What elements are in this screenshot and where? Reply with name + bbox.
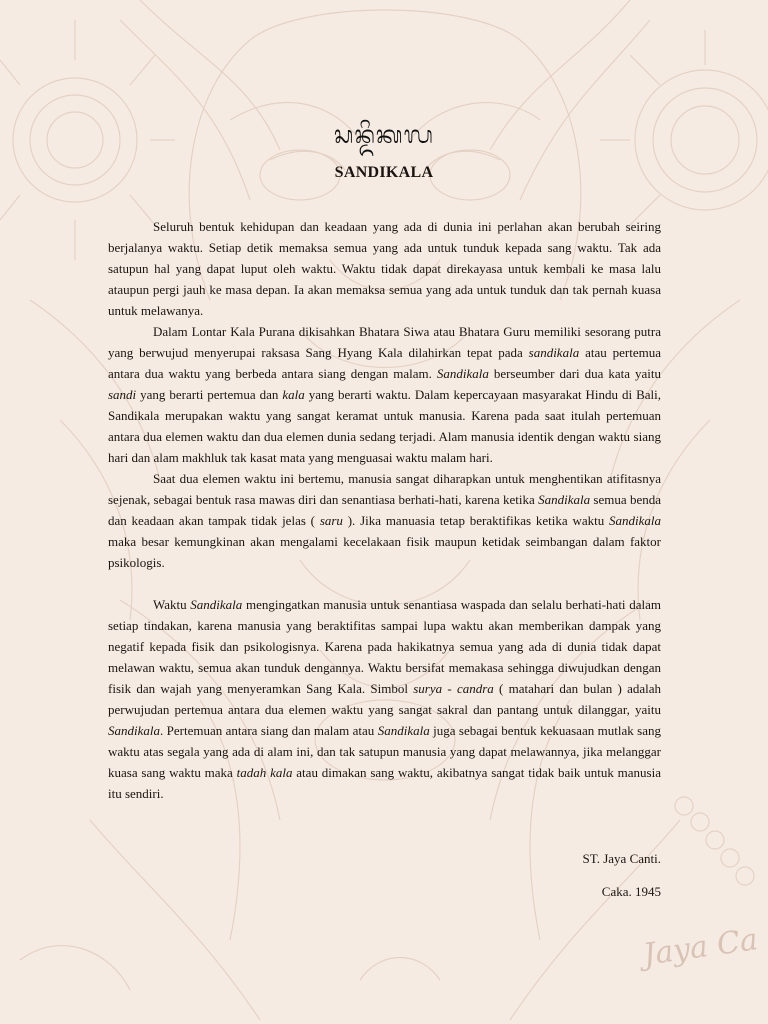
paragraph	[108, 321, 661, 468]
text-run: juga sebagai bentuk kekuasaan mutlak sang waktu atas segala yang ada di alam ini, dan tak satupun manusia yang dapat melawannya, jika melanggar kuasa sang waktu maka	[108, 723, 661, 780]
italic-term: Sandikala	[190, 597, 243, 612]
text-run: yang berarti pertemua dan	[136, 387, 283, 402]
italic-term: Sandikala	[377, 723, 430, 738]
text-run: . Pertemuan antara siang dan malam atau	[160, 723, 378, 738]
text-run: berseumber dari dua kata yaitu	[488, 366, 662, 381]
text-run: maka besar kemungkinan akan mengalami kecelakaan fisik maupun ketidak seimbangan dalam faktor psikologis.	[108, 534, 661, 570]
body-text	[108, 216, 661, 804]
paragraph	[108, 468, 661, 573]
text-run: Seluruh bentuk kehidupan dan keadaan yang ada di dunia ini perlahan akan berubah seiring berjalanya waktu. Setiap detik memaksa semua yang ada untuk tunduk kepada sang waktu. Tak ada satupun hal yang dapat luput oleh waktu. Waktu tidak dapat direkayasa untuk kembali ke masa lalu ataupun pergi jauh ke masa depan. Ia akan memaksa semua yang ada untuk tunduk dan tak pernah kuasa untuk melawanya.	[108, 219, 661, 318]
handwritten-sketch-signature: Jaya Ca	[640, 922, 760, 973]
italic-term: sandi	[108, 387, 137, 402]
text-run: Dalam Lontar Kala Purana dikisahkan Bhatara Siwa atau Bhatara Guru memiliki sesorang putra yang berwujud menyerupai raksasa Sang Hyang Kala dilahirkan tepat pada	[108, 324, 661, 360]
page-title: SANDIKALA	[334, 164, 434, 181]
italic-term: sandikala	[528, 345, 580, 360]
italic-term: surya - candra	[413, 681, 494, 696]
text-run: atau pertemua antara dua waktu yang berbeda antara siang dengan malam.	[108, 345, 662, 381]
balinese-script-title: ᬲᬦ᭄ᬤᬶᬓᬮ	[334, 121, 434, 149]
author-signature: ST. Jaya Canti.	[582, 851, 661, 866]
text-run: atau dimakan sang waktu, akibatnya sangat tidak baik untuk manusia itu sendiri.	[108, 765, 661, 801]
italic-term: kala	[282, 387, 305, 402]
italic-term: tadah kala	[236, 765, 293, 780]
text-run: ( matahari dan bulan ) adalah perwujudan pertemua antara dua elemen waktu yang sangat sakral dan pantang untuk dilanggar, yaitu	[108, 681, 662, 717]
text-run: Saat dua elemen waktu ini bertemu, manusia sangat diharapkan untuk menghentikan atifitasnya sejenak, sebagai bentuk rasa mawas diri dan senantiasa berhati-hati, karena ketika	[108, 471, 661, 507]
italic-term: Sandikala	[609, 513, 661, 528]
italic-term: Sandikala	[108, 723, 160, 738]
italic-term: Sandikala	[436, 366, 489, 381]
paragraph	[108, 216, 661, 321]
date-text: Caka. 1945	[601, 884, 661, 899]
paragraph	[108, 594, 661, 804]
italic-term: Sandikala	[538, 492, 591, 507]
italic-term: saru	[319, 513, 343, 528]
text-run: ). Jika manuasia tetap beraktifikas ketika waktu	[342, 513, 609, 528]
text-run: mengingatkan manusia untuk senantiasa waspada dan selalu berhati-hati dalam setiap tindakan, karena manusia yang beraktifitas sampai lupa waktu akan memberikan dampak yang negatif kepada fisik dan psikologisnya. Karena pada hakikatnya semua yang ada di dunia tidak dapat melawan waktu, semua akan tunduk dengannya. Waktu bersifat memakasa sehingga diwujudkan dengan fisik dan wajah yang menyeramkan Sang Kala. Simbol	[108, 597, 661, 696]
text-run: yang berarti waktu. Dalam kepercayaan masyarakat Hindu di Bali, Sandikala merupakan waktu yang sangat keramat untuk manusia. Karena pada saat itulah pertemuan antara dua elemen waktu dan dua elemen dunia sedang terjadi. Alam manusia identik dengan waktu siang hari dan alam makhluk tak kasat mata yang menguasai waktu malam hari.	[108, 387, 662, 465]
text-run: Waktu	[153, 597, 191, 612]
text-run: semua benda dan keadaan akan tampak tidak jelas (	[108, 492, 661, 528]
